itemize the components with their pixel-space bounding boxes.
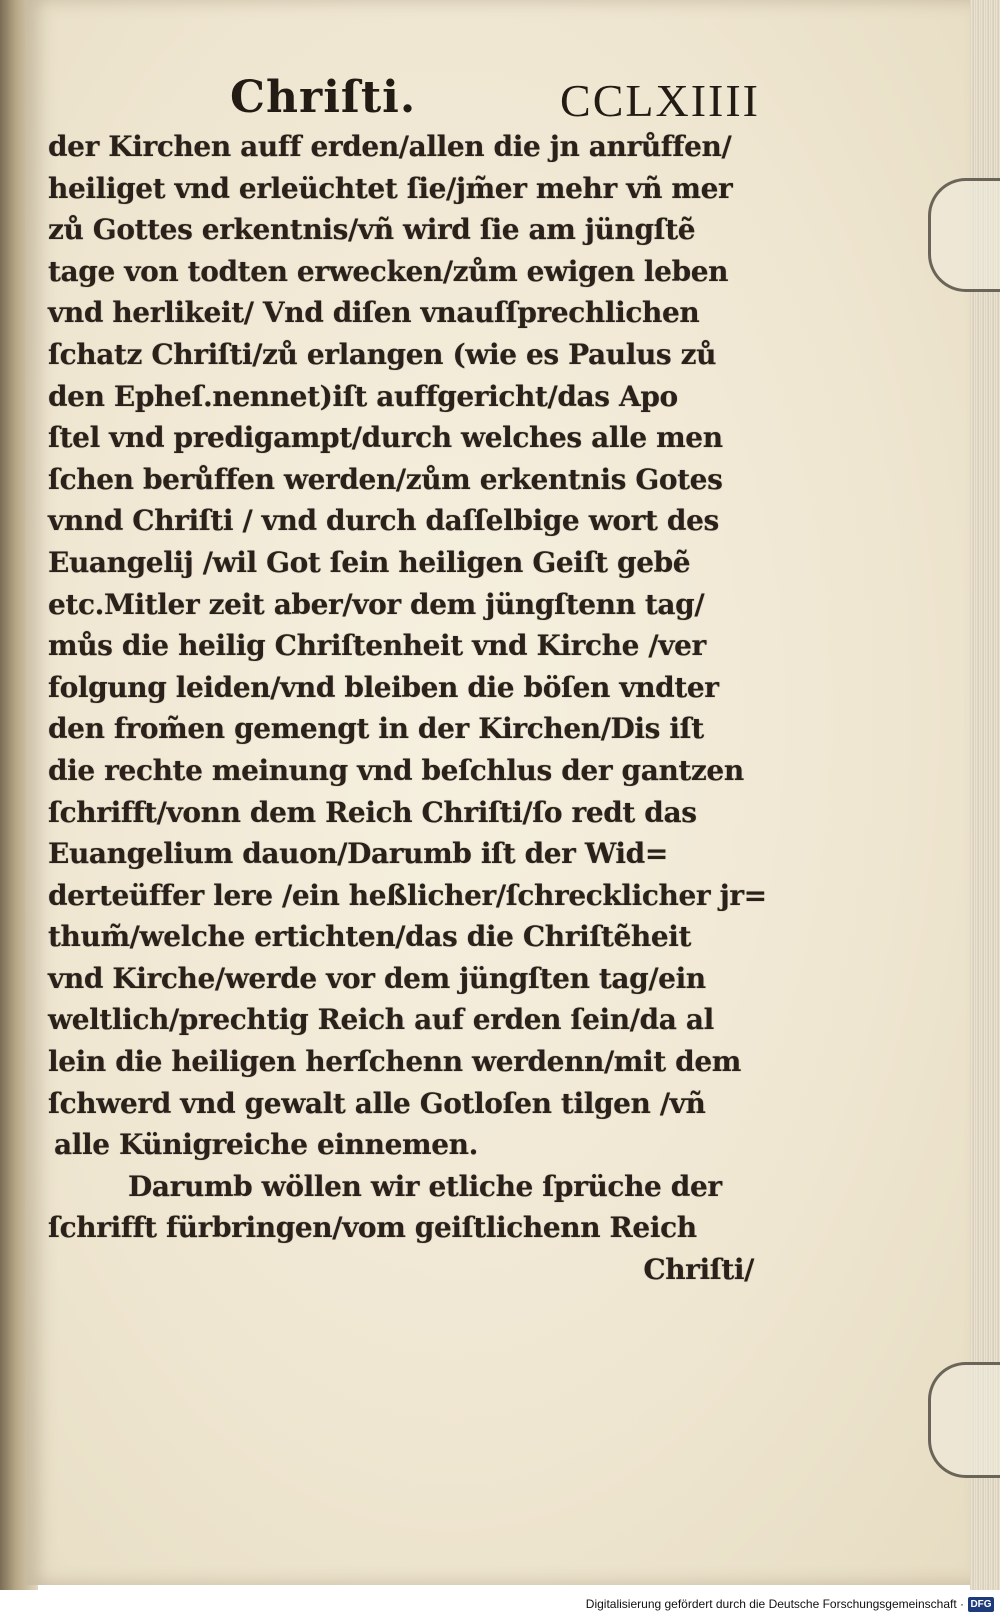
text-line: folgung leiden/vnd bleiben die böſen vndter <box>48 670 719 704</box>
text-line: heiliget vnd erleüchtet ſie/jm̃er mehr vñ mer <box>48 171 733 205</box>
text-line: derteüffer lere /ein heßlicher/ſchrecklicher jr= <box>48 878 767 912</box>
folio-number: CCLXIIII <box>560 75 760 126</box>
running-title: Chriſti. <box>230 72 417 123</box>
text-line: ſtel vnd predigampt/durch welches alle men <box>48 421 723 455</box>
dfg-logo: DFG <box>968 1597 994 1612</box>
text-line: vnd Kirche/werde vor dem jüngſten tag/ein <box>48 961 706 995</box>
text-line: den Epheſ.nennet)iſt auffgericht/das Apo <box>48 379 678 413</box>
text-line: die rechte meinung vnd beſchlus der gantzen <box>48 753 744 787</box>
text-line: vnnd Chriſti / vnd durch daſſelbige wort des <box>48 504 719 538</box>
page-header <box>230 72 760 134</box>
text-line: lein die heiligen herſchenn werdenn/mit dem <box>48 1045 741 1079</box>
text-line: zů Gottes erkentnis/vñ wird ſie am jüngſtẽ <box>48 213 696 247</box>
text-line: ſchen berůffen werden/zům erkentnis Gotes <box>48 462 723 496</box>
text-line: můs die heilig Chriſtenheit vnd Kirche /ver <box>48 629 706 663</box>
text-line: ſchrifft/vonn dem Reich Chriſti/ſo redt das <box>48 795 697 829</box>
text-line: weltlich/prechtig Reich auf erden ſein/da al <box>48 1003 714 1037</box>
page-clip-bottom <box>928 1362 1000 1478</box>
body-text <box>48 126 767 1291</box>
text-line: der Kirchen auff erden/allen die jn anrůffen/ <box>48 130 732 163</box>
page-clip-top <box>928 178 1000 292</box>
text-line: vnd herlikeit/ Vnd diſen vnauſſprechlichen <box>48 296 700 330</box>
text-line: alle Künigreiche einnemen. <box>54 1128 478 1162</box>
text-line: ſchrifft fürbringen/vom geiſtlichenn Reich <box>48 1211 697 1245</box>
funding-credit: Digitalisierung gefördert durch die Deutsche Forschungsgemeinschaft · <box>585 1597 964 1611</box>
paragraph-start-line: Darumb wöllen wir etliche ſprüche der <box>128 1169 722 1203</box>
text-line: etc.Mitler zeit aber/vor dem jüngſtenn tag/ <box>48 587 705 621</box>
text-line: den from̃en gemengt in der Kirchen/Dis iſt <box>48 712 704 746</box>
text-line: tage von todten erwecken/zům ewigen leben <box>48 254 729 288</box>
text-line: Euangelium dauon/Darumb iſt der Wid= <box>48 837 668 871</box>
catchword: Chriſti/ <box>643 1253 754 1287</box>
text-line: ſchwerd vnd gewalt alle Gotloſen tilgen /vñ <box>48 1086 706 1120</box>
text-line: ſchatz Chriſti/zů erlangen (wie es Paulus zů <box>48 337 717 371</box>
digitization-footer <box>0 1594 1000 1617</box>
text-line: thum̃/welche ertichten/das die Chriſtẽheit <box>48 920 692 954</box>
text-line: Euangelij /wil Got ſein heiligen Geiſt gebẽ <box>48 545 691 579</box>
